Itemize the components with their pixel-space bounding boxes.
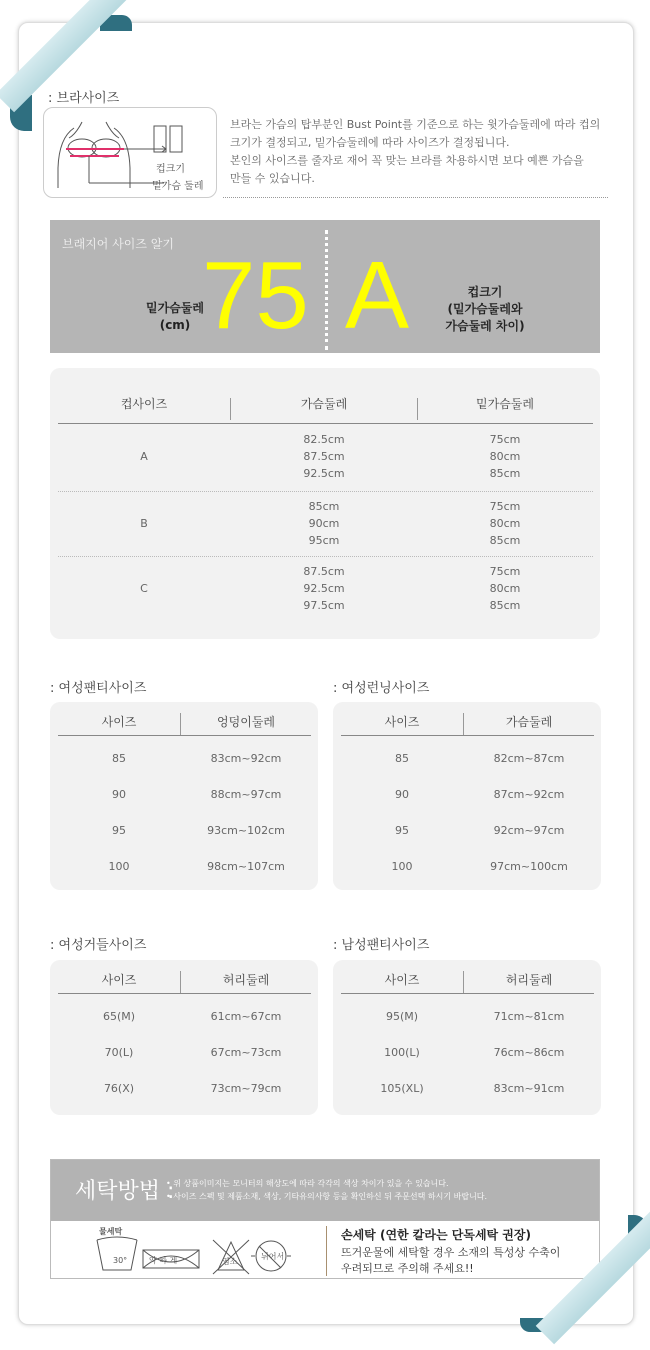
- size-cell: 76(X): [103, 1082, 135, 1095]
- header-bust: 가슴둘레: [300, 397, 348, 411]
- size-cell: 95(M): [385, 1010, 419, 1023]
- size-cell: 100(L): [384, 1046, 420, 1059]
- wash-title: 세탁방법 :: [75, 1179, 175, 1204]
- band-unit: (cm): [159, 318, 191, 332]
- band-number: 75: [202, 242, 309, 349]
- bust-value: 92.5cm: [303, 467, 345, 480]
- band-value: 85cm: [489, 533, 521, 547]
- cup-label: 컵크기: [467, 285, 503, 299]
- bust-value: 92.5cm: [303, 582, 345, 595]
- measure-cell: 87cm~92cm: [493, 788, 565, 801]
- bust-value: 95cm: [308, 533, 340, 547]
- header-size: 사이즈: [384, 973, 420, 987]
- water-wash-label: 물세탁: [99, 1227, 123, 1236]
- band-label: 밑가슴둘레: [146, 301, 204, 315]
- measure-cell: 73cm~79cm: [210, 1082, 282, 1095]
- band-value: 85cm: [489, 467, 521, 480]
- size-cell: 65(M): [102, 1010, 136, 1023]
- washing-section: [50, 1159, 600, 1279]
- bleach-label: 염소: [222, 1257, 238, 1266]
- measure-cell: 98cm~107cm: [207, 860, 285, 873]
- wash-heading: 손세탁 (연한 칼라는 단독세탁 권장): [341, 1228, 531, 1242]
- band-value: 80cm: [489, 450, 521, 463]
- measure-cell: 88cm~97cm: [210, 788, 282, 801]
- cup-cell: B: [140, 516, 148, 530]
- band-cell: [418, 431, 592, 482]
- measure-cell: 67cm~73cm: [210, 1046, 282, 1059]
- water-wash-icon: [97, 1237, 137, 1270]
- bra-size-banner: [50, 220, 600, 353]
- bust-cell: [231, 431, 417, 482]
- size-cell: 100: [391, 860, 413, 873]
- bust-value: 87.5cm: [303, 565, 345, 578]
- dotted-separator: [325, 230, 328, 350]
- cup-cell: A: [140, 450, 148, 463]
- measure-cell: 93cm~102cm: [207, 824, 285, 837]
- temp-label: 30°: [113, 1256, 128, 1265]
- band-value: 75cm: [489, 499, 521, 513]
- size-table: [333, 702, 601, 890]
- table-title: : 여성팬티사이즈: [50, 681, 147, 696]
- band-cell: [418, 563, 592, 614]
- measure-cell: 83cm~91cm: [493, 1082, 565, 1095]
- size-cell: 70(L): [104, 1046, 134, 1059]
- size-table: [333, 960, 601, 1115]
- size-table: [50, 960, 318, 1115]
- measure-cell: 97cm~100cm: [490, 860, 568, 873]
- bust-value: 87.5cm: [303, 450, 345, 463]
- header-band: 밑가슴둘레: [476, 397, 534, 411]
- band-cell: [418, 498, 592, 549]
- desc-line: 본인의 사이즈를 줄자로 재어 꼭 맞는 브라를 차용하시면 보다 예쁜 가슴을: [230, 154, 584, 167]
- header-measure: 허리둘레: [505, 973, 553, 987]
- measure-cell: 83cm~92cm: [210, 752, 282, 765]
- bust-value: 90cm: [308, 516, 340, 530]
- table-title: : 남성팬티사이즈: [333, 938, 430, 953]
- size-cell: 95: [395, 824, 409, 837]
- desc-line: 크기가 결정되고, 밑가슴둘레에 따라 사이즈가 결정됩니다.: [230, 136, 510, 149]
- band-value: 80cm: [489, 582, 521, 595]
- band-value: 75cm: [489, 565, 521, 578]
- size-cell: 90: [395, 788, 409, 801]
- size-table: [50, 702, 318, 890]
- wash-note: • 위 상품이미지는 모니터의 해상도에 따라 각각의 색상 차이가 있을 수 있습니다.: [166, 1179, 449, 1188]
- cup-size-label: 컵크기: [156, 164, 185, 175]
- band-value: 75cm: [489, 433, 521, 446]
- size-cell: 85: [112, 752, 126, 765]
- measure-cell: 82cm~87cm: [493, 752, 565, 765]
- table-title: : 여성런닝사이즈: [333, 681, 430, 696]
- header-cup: 컵사이즈: [120, 397, 168, 411]
- cup-letter: A: [345, 242, 410, 349]
- size-cell: 105(XL): [380, 1082, 424, 1095]
- measure-cell: 76cm~86cm: [493, 1046, 565, 1059]
- measure-cell: 92cm~97cm: [493, 824, 565, 837]
- desc-line: 브라는 가슴의 탑부분인 Bust Point를 기준으로 하는 윗가슴둘레에 따라 컵의: [230, 118, 601, 131]
- bust-value: 82.5cm: [303, 433, 345, 446]
- header-measure: 엉덩이둘레: [217, 715, 275, 729]
- measure-cell: 71cm~81cm: [493, 1010, 565, 1023]
- bra-size-table: [50, 368, 600, 639]
- size-cell: 100: [108, 860, 130, 873]
- measure-cell: 61cm~67cm: [210, 1010, 282, 1023]
- wash-warning: 뜨거운물에 세탁할 경우 소재의 특성상 수축이: [341, 1246, 561, 1259]
- size-cell: 95: [112, 824, 126, 837]
- table-title: : 여성거들사이즈: [50, 938, 147, 953]
- header-size: 사이즈: [101, 973, 137, 987]
- bra-diagram: [43, 107, 217, 198]
- bust-value: 97.5cm: [303, 599, 345, 612]
- header-size: 사이즈: [101, 715, 137, 729]
- bust-cell: [231, 563, 417, 614]
- banner-title: 브래지어 사이즈 알기: [62, 237, 174, 251]
- dry-label: 뉘어서: [261, 1252, 285, 1261]
- gentle-label: 약 하 게: [149, 1256, 178, 1265]
- size-cell: 90: [112, 788, 126, 801]
- bra-description: [230, 116, 610, 188]
- header-measure: 허리둘레: [222, 973, 270, 987]
- band-value: 85cm: [489, 599, 521, 612]
- header-size: 사이즈: [384, 715, 420, 729]
- size-cell: 85: [395, 752, 409, 765]
- wash-warning: 우려되므로 주의해 주세요!!: [341, 1262, 474, 1275]
- bust-cell: [231, 498, 417, 549]
- desc-line: 만들 수 있습니다.: [230, 172, 315, 185]
- band-value: 80cm: [489, 516, 521, 530]
- cup-cell: C: [140, 582, 148, 595]
- bust-value: 85cm: [308, 499, 340, 513]
- wash-note: • 사이즈 스펙 및 제품소재, 색상, 기타유의사항 등을 확인하신 뒤 주문선택 하시기 바랍니다.: [166, 1192, 488, 1201]
- header-measure: 가슴둘레: [505, 715, 553, 729]
- content-card: [18, 22, 634, 1325]
- cup-note: 가슴둘레 차이): [445, 319, 525, 333]
- bra-size-title: : 브라사이즈: [48, 91, 120, 106]
- band-label: 밑가슴 둘레: [152, 181, 204, 192]
- cup-note: (밑가슴둘레와: [447, 302, 523, 316]
- divider: [223, 197, 608, 198]
